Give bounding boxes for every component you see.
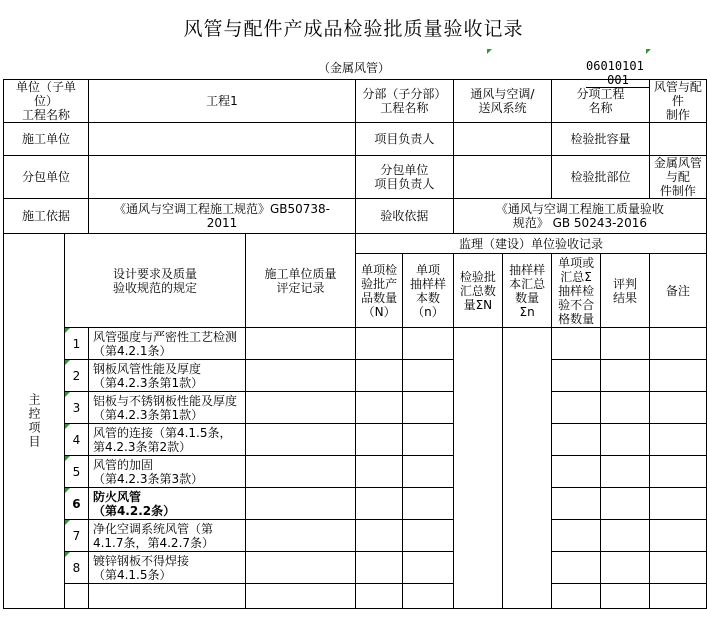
table-row: [4, 360, 707, 392]
sample-qty-cell[interactable]: [403, 488, 454, 520]
table-row: [4, 424, 707, 456]
sample-qty-cell[interactable]: [403, 424, 454, 456]
green-marker-icon: [65, 328, 70, 333]
sample-qty-cell[interactable]: [403, 360, 454, 392]
item-no: 8: [65, 552, 89, 584]
item-text: 铝板与不锈钢板性能及厚度 （第4.2.3条第1款）: [88, 392, 245, 424]
fail-qty-cell[interactable]: [552, 328, 601, 360]
item-no: 3: [65, 392, 89, 424]
sample-qty-cell[interactable]: [403, 392, 454, 424]
subunit-name-label: 分部（子分部） 工程名称: [356, 80, 454, 123]
acceptance-basis-value[interactable]: 《通风与空调工程施工质量验收 规范》 GB 50243-2016: [453, 199, 706, 234]
product-qty-cell[interactable]: [356, 360, 403, 392]
table-row: [4, 488, 707, 520]
item-text: [88, 584, 245, 609]
sub-manager-label: 分包单位 项目负责人: [356, 156, 454, 199]
unit-name-label: 单位（子单位） 工程名称: [4, 80, 89, 123]
item-no: 6: [65, 488, 89, 520]
main-control-text: 主控项目: [27, 393, 41, 449]
product-qty-cell[interactable]: [356, 520, 403, 552]
judgement-cell[interactable]: [601, 328, 650, 360]
batch-capacity-value[interactable]: [649, 123, 706, 156]
item-text: 镀锌钢板不得焊接 （第4.1.5条）: [88, 552, 245, 584]
item-text: 净化空调系统风管（第 4.1.7条，第4.2.7条）: [88, 520, 245, 552]
batch-part-label: 检验批部位: [552, 156, 650, 199]
product-qty-cell[interactable]: [356, 456, 403, 488]
sample-sum-cell[interactable]: [503, 328, 552, 609]
record-table: [3, 79, 707, 609]
judgement-cell[interactable]: [601, 360, 650, 392]
note-cell[interactable]: [649, 584, 706, 609]
item-no: 1: [65, 328, 89, 360]
page-title: 风管与配件产成品检验批质量验收记录: [183, 18, 524, 40]
fail-qty-cell[interactable]: [552, 584, 601, 609]
product-qty-cell[interactable]: [356, 424, 403, 456]
sub-contractor-value[interactable]: [88, 156, 355, 199]
sample-qty-cell[interactable]: [403, 456, 454, 488]
green-marker-icon: [65, 488, 70, 493]
construction-unit-value[interactable]: [88, 123, 355, 156]
item-text: 风管强度与严密性工艺检测 （第4.2.1条）: [88, 328, 245, 360]
green-marker-icon: [65, 360, 70, 365]
sub-contractor-label: 分包单位: [4, 156, 89, 199]
self-eval-cell[interactable]: [245, 520, 355, 552]
green-marker-icon: [646, 49, 651, 54]
fail-qty-cell[interactable]: [552, 488, 601, 520]
judgement-cell[interactable]: [601, 488, 650, 520]
construction-basis-label: 施工依据: [4, 199, 89, 234]
judgement-cell[interactable]: [601, 456, 650, 488]
table-row: [4, 584, 707, 609]
construction-basis-value[interactable]: 《通风与空调工程施工规范》GB50738- 2011: [88, 199, 355, 234]
fail-qty-cell[interactable]: [552, 360, 601, 392]
acceptance-basis-label: 验收依据: [356, 199, 454, 234]
unit-name-value[interactable]: 工程1: [88, 80, 355, 123]
product-qty-cell[interactable]: [356, 552, 403, 584]
col-sample-sum-header: 抽样样 本汇总 数量 Σn: [503, 254, 552, 328]
product-qty-cell[interactable]: [356, 328, 403, 360]
item-text: 钢板风管性能及厚度 （第4.2.3条第1款）: [88, 360, 245, 392]
note-cell[interactable]: [649, 520, 706, 552]
item-no: [65, 584, 89, 609]
main-control-label: [4, 234, 65, 609]
fail-qty-cell[interactable]: [552, 456, 601, 488]
construction-unit-label: 施工单位: [4, 123, 89, 156]
col-note-header: 备注: [649, 254, 706, 328]
product-qty-cell[interactable]: [356, 392, 403, 424]
green-marker-icon: [65, 520, 70, 525]
table-row: [4, 328, 707, 360]
judgement-cell[interactable]: [601, 424, 650, 456]
self-eval-cell[interactable]: [245, 392, 355, 424]
sample-qty-cell[interactable]: [403, 584, 454, 609]
sub-manager-value[interactable]: [453, 156, 551, 199]
self-evaluation-header: 施工单位质量 评定记录: [245, 234, 355, 328]
fail-qty-cell[interactable]: [552, 520, 601, 552]
col-fail-qty-header: 单项或 汇总Σ 抽样检 验不合 格数量: [552, 254, 601, 328]
col-sample-qty-header: 单项 抽样样 本数 （n）: [403, 254, 454, 328]
product-qty-cell[interactable]: [356, 488, 403, 520]
product-qty-cell[interactable]: [356, 584, 403, 609]
note-cell[interactable]: [649, 424, 706, 456]
col-batch-sum-header: 检验批 汇总数 量ΣN: [453, 254, 502, 328]
sample-qty-cell[interactable]: [403, 328, 454, 360]
judgement-cell[interactable]: [601, 520, 650, 552]
col-judgement-header: 评判 结果: [601, 254, 650, 328]
design-requirement-header: 设计要求及质量 验收规范的规定: [65, 234, 246, 328]
table-row: [4, 392, 707, 424]
fail-qty-cell[interactable]: [552, 424, 601, 456]
table-row: [4, 520, 707, 552]
self-eval-cell[interactable]: [245, 552, 355, 584]
item-text: 风管的连接（第4.1.5条， 第4.2.3条第2款）: [88, 424, 245, 456]
note-cell[interactable]: [649, 552, 706, 584]
item-name-label: 分项工程 名称: [552, 80, 650, 123]
green-marker-icon: [65, 456, 70, 461]
judgement-cell[interactable]: [601, 552, 650, 584]
green-marker-icon: [65, 552, 70, 557]
note-cell[interactable]: [649, 456, 706, 488]
sample-qty-cell[interactable]: [403, 552, 454, 584]
green-marker-icon: [65, 424, 70, 429]
self-eval-cell[interactable]: [245, 328, 355, 360]
code-prefix: 06010101: [586, 59, 644, 73]
project-manager-label: 项目负责人: [356, 123, 454, 156]
item-no: 7: [65, 520, 89, 552]
table-row: [4, 552, 707, 584]
item-no: 4: [65, 424, 89, 456]
subunit-name-value[interactable]: 通风与空调/ 送风系统: [453, 80, 551, 123]
note-cell[interactable]: [649, 488, 706, 520]
self-eval-cell[interactable]: [245, 424, 355, 456]
judgement-cell[interactable]: [601, 392, 650, 424]
green-marker-icon: [65, 392, 70, 397]
project-manager-value[interactable]: [453, 123, 551, 156]
self-eval-cell[interactable]: [245, 456, 355, 488]
col-product-qty-header: 单项检 验批产 品数量 （N）: [356, 254, 403, 328]
note-cell[interactable]: [649, 392, 706, 424]
green-marker-icon: [487, 49, 492, 54]
subtitle: （金属风管）: [318, 61, 391, 75]
judgement-cell[interactable]: [601, 584, 650, 609]
note-cell[interactable]: [649, 360, 706, 392]
batch-sum-cell[interactable]: [453, 328, 502, 609]
item-text: 防火风管 （第4.2.2条）: [88, 488, 245, 520]
table-row: [4, 456, 707, 488]
batch-part-value[interactable]: 金属风管与配 件制作: [649, 156, 706, 199]
sample-qty-cell[interactable]: [403, 520, 454, 552]
note-cell[interactable]: [649, 328, 706, 360]
item-no: 5: [65, 456, 89, 488]
self-eval-cell[interactable]: [245, 488, 355, 520]
fail-qty-cell[interactable]: [552, 552, 601, 584]
self-eval-cell[interactable]: [245, 360, 355, 392]
item-no: 2: [65, 360, 89, 392]
item-text: 风管的加固 （第4.2.3条第3款）: [88, 456, 245, 488]
code-number: 001: [586, 73, 650, 88]
batch-capacity-label: 检验批容量: [552, 123, 650, 156]
item-name-value[interactable]: 风管与配件 制作: [649, 80, 706, 123]
self-eval-cell[interactable]: [245, 584, 355, 609]
supervision-header: 监理（建设）单位验收记录: [356, 234, 707, 254]
fail-qty-cell[interactable]: [552, 392, 601, 424]
